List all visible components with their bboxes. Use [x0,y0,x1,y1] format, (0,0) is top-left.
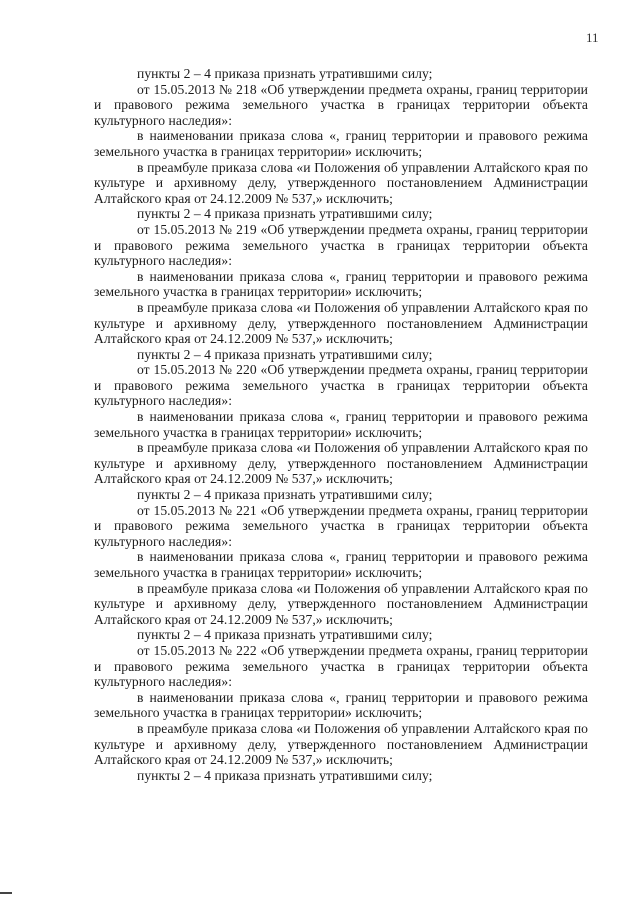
paragraph: пункты 2 – 4 приказа признать утратившими силу; [137,66,433,81]
paragraph: в наименовании приказа слова «, границ территории и правового режима земельного участка в границах территории» исключить; [94,409,588,440]
paragraph: в наименовании приказа слова «, границ территории и правового режима земельного участка в границах территории» исключить; [94,549,588,580]
paragraph: в наименовании приказа слова «, границ территории и правового режима земельного участка в границах территории» исключить; [94,268,588,300]
paragraph: в преамбуле приказа слова «и Положения об управлении Алтайского края по культуре и архивному делу, утвержденного постановлением Администрации Алтайского края от 24.12.2009 № 537,» исключить; [94,720,588,768]
paragraph: от 15.05.2013 № 218 «Об утверждении предмета охраны, границ территории и правового режима земельного участка в границах территории объекта культурного наследия»: [94,81,588,128]
paragraph: в преамбуле приказа слова «и Положения об управлении Алтайского края по культуре и архивному делу, утвержденного постановлением Администрации Алтайского края от 24.12.2009 № 537,» исключить; [94,580,588,627]
paragraph: от 15.05.2013 № 220 «Об утверждении предмета охраны, границ территории и правового режима земельного участка в границах территории объекта культурного наследия»: [94,362,588,409]
paragraph: пункты 2 – 4 приказа признать утратившими силу; [137,206,433,222]
paragraph: пункты 2 – 4 приказа признать утратившими силу; [137,487,433,503]
page-number: 11 [586,30,599,45]
paragraph: в наименовании приказа слова «, границ территории и правового режима земельного участка в границах территории» исключить; [94,689,588,721]
paragraph: в преамбуле приказа слова «и Положения об управлении Алтайского края по культуре и архивному делу, утвержденного постановлением Администрации Алтайского края от 24.12.2009 № 537,» исключить; [94,440,588,487]
paragraph: пункты 2 – 4 приказа признать утратившими силу; [137,346,433,362]
paragraph: от 15.05.2013 № 222 «Об утверждении предмета охраны, границ территории и правового режима земельного участка в границах территории объекта культурного наследия»: [94,642,588,690]
paragraph: пункты 2 – 4 приказа признать утратившими силу; [137,767,433,783]
paragraph: в наименовании приказа слова «, границ территории и правового режима земельного участка в границах территории» исключить; [94,128,588,159]
paragraph: от 15.05.2013 № 219 «Об утверждении предмета охраны, границ территории и правового режима земельного участка в границах территории объекта культурного наследия»: [94,221,588,269]
document-body [94,66,588,783]
paragraph: от 15.05.2013 № 221 «Об утверждении предмета охраны, границ территории и правового режима земельного участка в границах территории объекта культурного наследия»: [94,502,588,549]
paragraph: пункты 2 – 4 приказа признать утратившими силу; [137,627,433,643]
paragraph: в преамбуле приказа слова «и Положения об управлении Алтайского края по культуре и архивному делу, утвержденного постановлением Администрации Алтайского края от 24.12.2009 № 537,» исключить; [94,159,588,206]
paragraph: в преамбуле приказа слова «и Положения об управлении Алтайского края по культуре и архивному делу, утвержденного постановлением Администрации Алтайского края от 24.12.2009 № 537,» исключить; [94,299,588,347]
scan-edge-mark [0,892,12,894]
